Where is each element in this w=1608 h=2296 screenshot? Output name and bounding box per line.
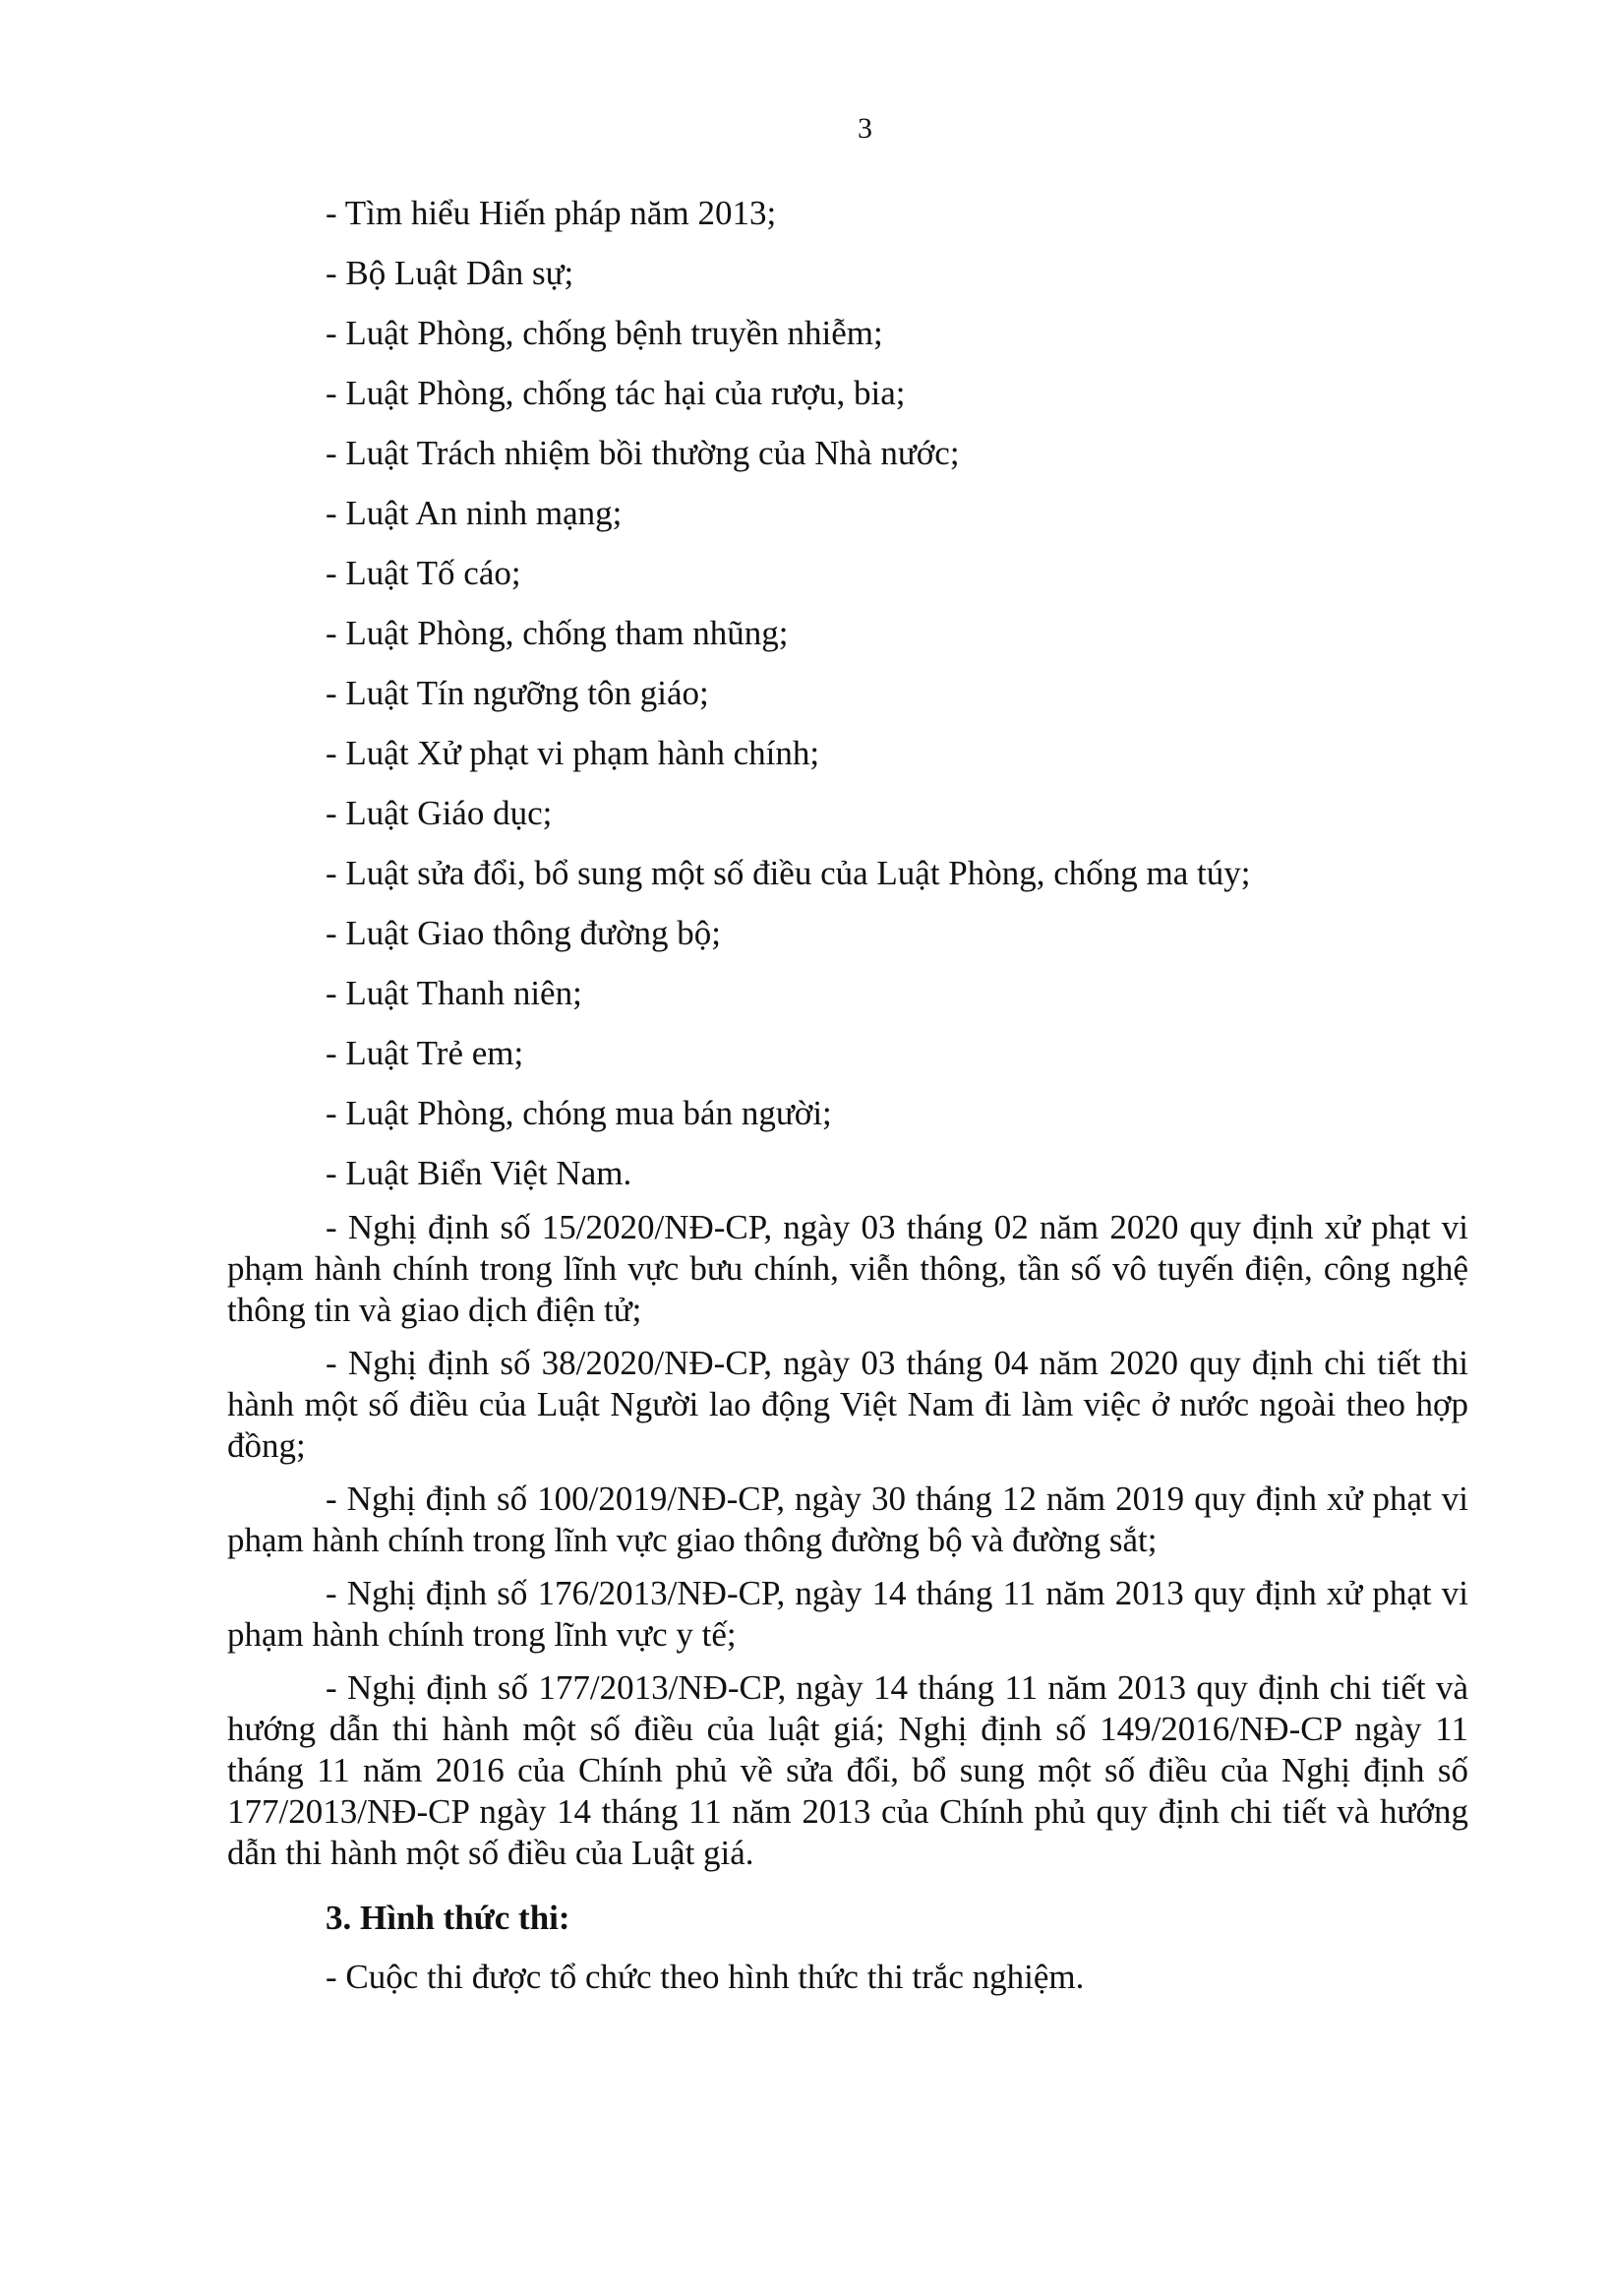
list-item: - Bộ Luật Dân sự;: [326, 254, 574, 292]
document-body: [227, 183, 1468, 2004]
decree-paragraph: - Nghị định số 177/2013/NĐ-CP, ngày 14 tháng 11 năm 2013 quy định chi tiết và hướng dẫn thi hành một số điều của luật giá; Nghị định số 149/2016/NĐ-CP ngày 11 tháng 11 năm 2016 của Chính phủ về sửa đổi, bổ sung một số điều của Nghị định số 177/2013/NĐ-CP ngày 14 tháng 11 năm 2013 của Chính phủ quy định chi tiết và hướng dẫn thi hành một số điều của Luật giá.: [227, 1668, 1468, 1872]
list-item: - Luật Trách nhiệm bồi thường của Nhà nước;: [326, 434, 960, 472]
list-item: - Luật Phòng, chóng mua bán người;: [326, 1094, 832, 1132]
section-text: - Cuộc thi được tổ chức theo hình thức thi trắc nghiệm.: [326, 1958, 1085, 1996]
list-item: - Luật Tố cáo;: [326, 554, 521, 592]
page-number: 3: [858, 112, 872, 145]
list-item: - Luật sửa đổi, bổ sung một số điều của Luật Phòng, chống ma túy;: [326, 854, 1251, 892]
list-item: - Luật Giáo dục;: [326, 794, 553, 832]
decree-paragraph: - Nghị định số 38/2020/NĐ-CP, ngày 03 tháng 04 năm 2020 quy định chi tiết thi hành một số điều của Luật Người lao động Việt Nam đi làm việc ở nước ngoài theo hợp đồng;: [227, 1344, 1468, 1465]
decree-list: [227, 1207, 1468, 1874]
decree-paragraph: - Nghị định số 176/2013/NĐ-CP, ngày 14 tháng 11 năm 2013 quy định xử phạt vi phạm hành chính trong lĩnh vực y tế;: [227, 1574, 1468, 1654]
list-item: - Tìm hiểu Hiến pháp năm 2013;: [326, 194, 777, 232]
decree-paragraph: - Nghị định số 100/2019/NĐ-CP, ngày 30 tháng 12 năm 2019 quy định xử phạt vi phạm hành chính trong lĩnh vực giao thông đường bộ và đường sắt;: [227, 1480, 1468, 1559]
list-item: - Luật Phòng, chống tác hại của rượu, bia;: [326, 374, 906, 412]
law-list: [227, 183, 1468, 1203]
list-item: - Luật Tín ngưỡng tôn giáo;: [326, 674, 709, 712]
list-item: - Luật An ninh mạng;: [326, 494, 623, 532]
section-heading: 3. Hình thức thi:: [326, 1899, 570, 1937]
list-item: - Luật Phòng, chống bệnh truyền nhiễm;: [326, 314, 883, 352]
list-item: - Luật Biển Việt Nam.: [326, 1154, 632, 1192]
list-item: - Luật Giao thông đường bộ;: [326, 914, 722, 952]
list-item: - Luật Xử phạt vi phạm hành chính;: [326, 734, 820, 772]
decree-paragraph: - Nghị định số 15/2020/NĐ-CP, ngày 03 tháng 02 năm 2020 quy định xử phạt vi phạm hành chính trong lĩnh vực bưu chính, viễn thông, tần số vô tuyến điện, công nghệ thông tin và giao dịch điện tử;: [227, 1208, 1468, 1329]
list-item: - Luật Trẻ em;: [326, 1034, 524, 1072]
list-item: - Luật Thanh niên;: [326, 974, 582, 1012]
list-item: - Luật Phòng, chống tham nhũng;: [326, 614, 789, 652]
